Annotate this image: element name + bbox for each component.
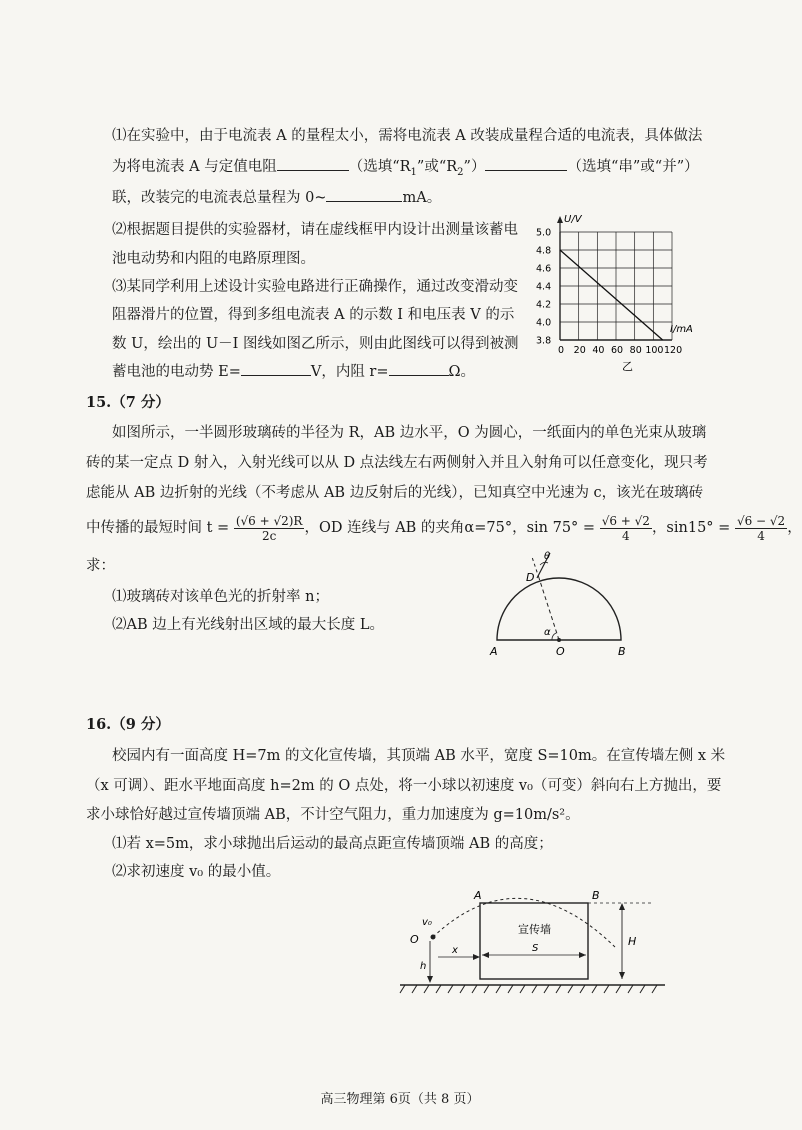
q15-sub2: ⑵AB 边上有光线射出区域的最大长度 L。 [112,617,384,633]
q16-line1: 校园内有一面高度 H=7m 的文化宣传墙，其顶端 AB 水平，宽度 S=10m。在宣传墙左侧 x 米 [112,748,726,764]
u-i-data-line [560,250,663,340]
page-footer: 高三物理第 6页（共 8 页） [320,1092,480,1107]
q15-title: 15.（7 分） [86,394,170,411]
y-tick-label: 4.0 [536,317,552,329]
q14-part3-line2: 阻器滑片的位置，得到多组电流表 A 的示数 I 和电压表 V 的示 [112,307,515,323]
label-v0: v₀ [422,917,432,928]
y-tick-label: 4.2 [536,299,552,311]
label-x: x [452,945,458,956]
answer-blank[interactable] [241,375,311,376]
time-fraction: $\frac{(√6 + √2)R}{2c}$ [235,513,303,543]
label-theta: θ [544,551,551,562]
x-tick-label: 100 [645,345,664,356]
q14-part3-line1: ⑶某同学利用上述设计实验电路进行正确操作，通过改变滑动变 [112,279,518,295]
q16-line3: 求小球恰好越过宣传墙顶端 AB，不计空气阻力，重力加速度为 g=10m/s²。 [86,807,580,823]
q15-line1: 如图所示，一半圆形玻璃砖的半径为 R，AB 边水平，O 为圆心，一纸面内的单色光束从玻璃 [112,425,707,441]
answer-blank[interactable] [326,201,402,202]
x-axis-label: I/mA [670,324,693,335]
label-a: A [474,889,482,902]
label-h-wall: H [628,935,637,948]
answer-blank[interactable] [389,375,449,376]
y-tick-label: 4.6 [536,263,552,275]
x-tick-label: 0 [558,345,565,356]
label-alpha: α [544,627,551,638]
label-a: A [490,645,498,658]
answer-blank[interactable] [277,170,349,171]
x-tick-label: 60 [611,345,624,356]
q15-line3: 虑能从 AB 边折射的光线（不考虑从 AB 边反射后的光线），已知真空中光速为 c，该光在玻璃砖 [86,485,704,501]
semicircle-figure [482,545,642,660]
y-tick-label: 4.4 [536,281,552,293]
x-tick-label: 20 [573,345,586,356]
label-o: O [556,645,565,658]
q14-part2-line2: 池电动势和内阻的电路原理图。 [112,251,315,267]
y-tick-label: 4.8 [536,245,552,257]
ui-graph-chart [530,205,693,375]
label-h-small: h [420,961,427,972]
q14-part3-line3: 数 U，绘出的 U－I 图线如图乙所示，则由此图线可以得到被测 [112,336,519,352]
wall-label: 宣传墙 [518,923,551,936]
x-tick-label: 40 [592,345,605,356]
x-tick-label: 120 [664,345,683,356]
label-d: D [526,571,535,584]
sin15-fraction: $\frac{√6 - √2}{4}$ [736,513,786,543]
y-axis-label: U/V [564,214,582,225]
q14-part1-line3: 联，改装完的电流表总量程为 0~ mA。 [112,190,442,206]
y-tick-label: 3.8 [536,335,552,347]
q14-part1-line2: 为将电流表 A 与定值电阻 （选填“$R_1$”或“$R_2$”） （选填“串”或“并”） [112,159,699,178]
q16-title: 16.（9 分） [86,716,170,733]
q15-ask: 求： [86,558,115,574]
q15-sub1: ⑴玻璃砖对该单色光的折射率 n； [112,589,329,605]
q15-line4: 中传播的最短时间 t = $\frac{(√6 + √2)R}{2c}$ ，OD 连线与 AB 的夹角α=75°，sin 75° = $\frac{√6 + √2}{4}$ ，sin15° = $\frac{√6 - √2}{4}$ ， [86,513,802,543]
q15-line2: 砖的某一定点 D 射入，入射光线可以从 D 点法线左右两侧射入并且入射角可以任意变化，现只考 [86,455,708,471]
x-tick-label: 80 [629,345,642,356]
q16-sub2: ⑵求初速度 v₀ 的最小值。 [112,864,281,880]
y-axis-arrowhead [557,216,563,223]
q14-part1-line1: ⑴在实验中，由于电流表 A 的量程太小，需将电流表 A 改装成量程合适的电流表，具体做法 [112,128,703,144]
label-o: O [410,933,419,946]
y-tick-label: 5.0 [536,227,552,239]
q14-part2-line1: ⑵根据题目提供的实验器材，请在虚线框甲内设计出测量该蓄电 [112,222,518,238]
q16-line2: （x 可调）、距水平地面高度 h=2m 的 O 点处，将一小球以初速度 v₀（可变）斜向右上方抛出，要 [86,778,722,794]
label-b: B [592,889,600,902]
q16-sub1: ⑴若 x=5m，求小球抛出后运动的最高点距宣传墙顶端 AB 的高度； [112,836,553,852]
wall-figure [400,885,670,1005]
q14-part3-line4: 蓄电池的电动势 E= V，内阻 r= Ω。 [112,364,476,380]
chart-caption: 乙 [622,360,633,373]
label-s: S [532,943,539,954]
sin75-fraction: $\frac{√6 + √2}{4}$ [601,513,650,543]
answer-blank[interactable] [485,170,567,171]
label-b: B [618,645,626,658]
